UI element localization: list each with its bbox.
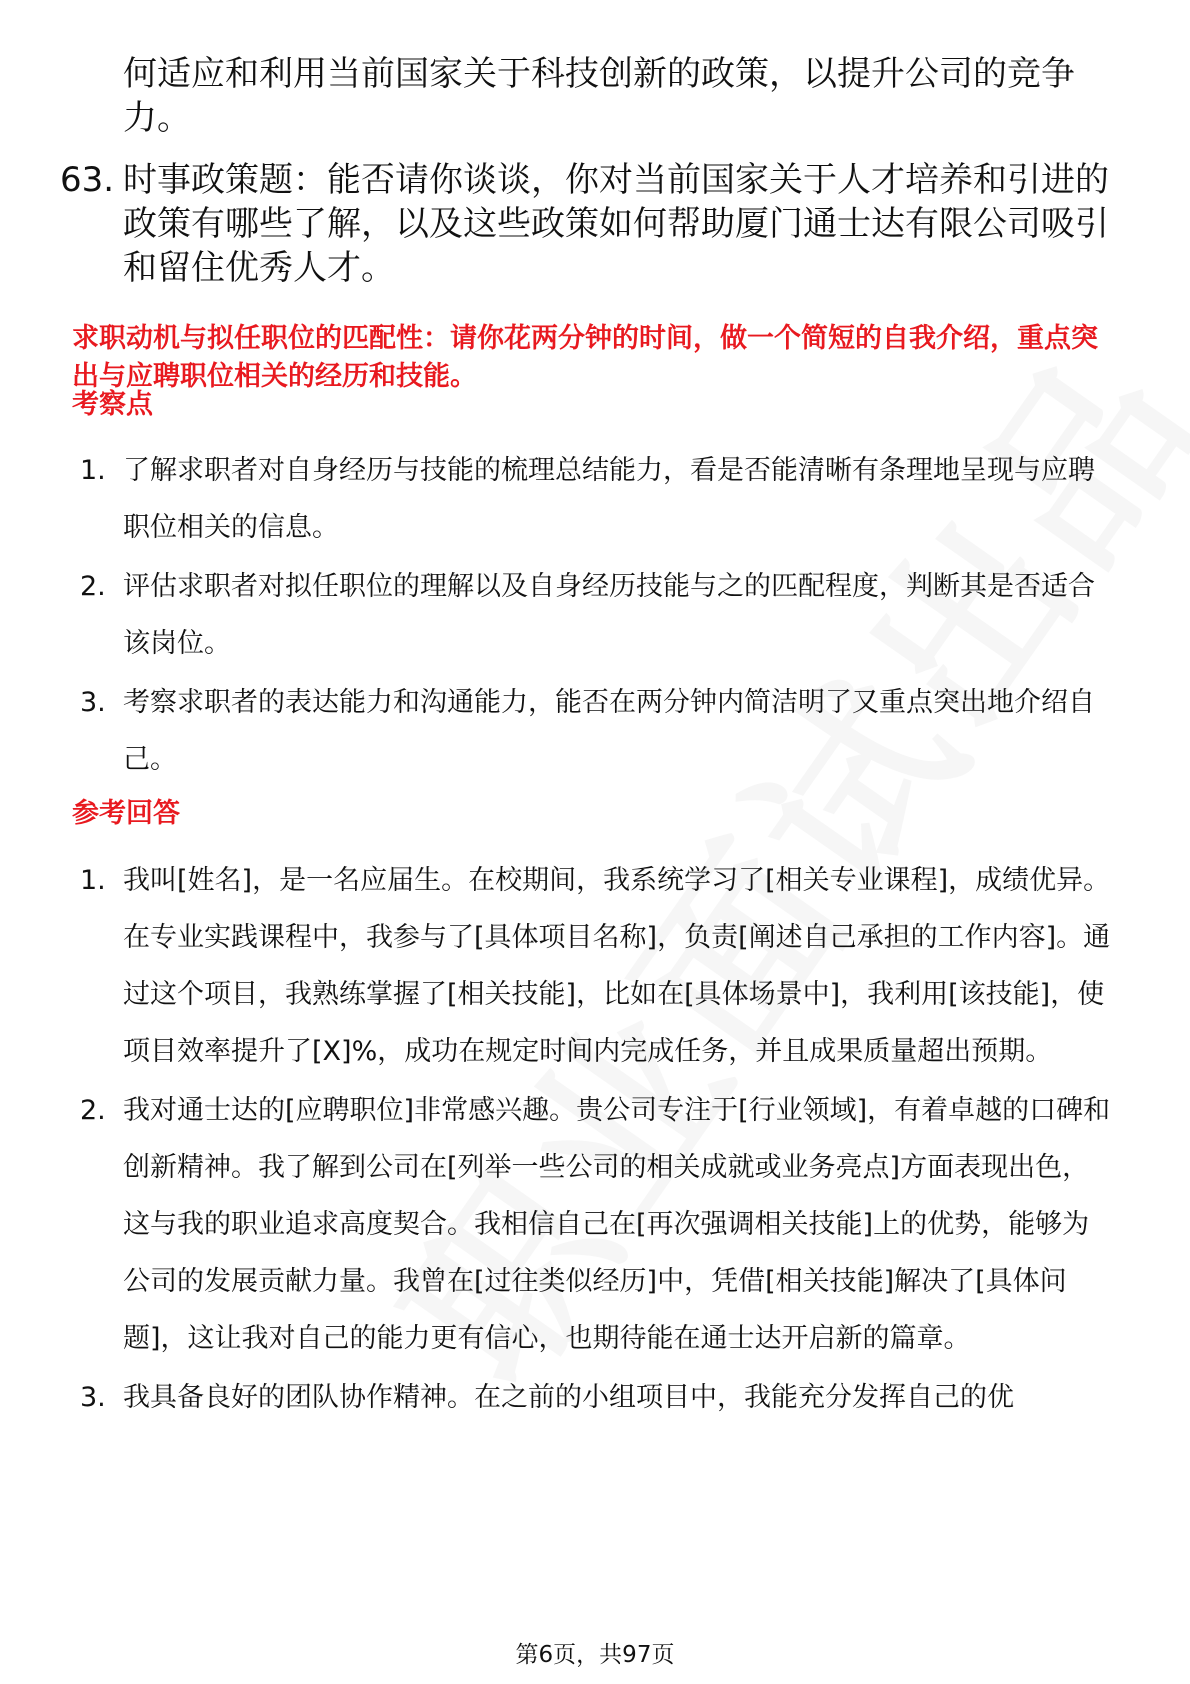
question-number: 63. bbox=[60, 160, 115, 200]
question-63 bbox=[60, 158, 1120, 290]
list-item-number: 1. bbox=[80, 455, 106, 486]
list-item-number: 2. bbox=[80, 571, 106, 602]
list-item bbox=[80, 558, 1120, 672]
list-item bbox=[80, 1082, 1120, 1367]
list-item-number: 3. bbox=[80, 1382, 106, 1413]
reference-answer-list bbox=[80, 852, 1120, 1428]
question-continuation: 何适应和利用当前国家关于科技创新的政策，以提升公司的竞争力。 bbox=[123, 54, 1075, 138]
list-item-number: 1. bbox=[80, 865, 106, 896]
list-item-text: 我叫[姓名]，是一名应届生。在校期间，我系统学习了[相关专业课程]，成绩优异。在专业实践课程中，我参与了[具体项目名称]，负责[阐述自己承担的工作内容]。通过这个项目，我熟练掌握了[相关技能]，比如在[具体场景中]，我利用[该技能]，使项目效率提升了[X]%，成功在规定时间内完成任务，并且成果质量超出预期。 bbox=[123, 865, 1111, 1067]
highlighted-question: 求职动机与拟任职位的匹配性：请你花两分钟的时间，做一个简短的自我介绍，重点突出与应聘职位相关的经历和技能。 bbox=[72, 323, 1098, 392]
list-item bbox=[80, 442, 1120, 556]
question-text: 时事政策题：能否请你谈谈，你对当前国家关于人才培养和引进的政策有哪些了解，以及这些政策如何帮助厦门通士达有限公司吸引和留住优秀人才。 bbox=[123, 160, 1109, 288]
list-item bbox=[80, 674, 1120, 788]
assessment-list bbox=[80, 442, 1120, 790]
list-item-text: 评估求职者对拟任职位的理解以及自身经历技能与之的匹配程度，判断其是否适合该岗位。 bbox=[123, 571, 1095, 659]
list-item bbox=[80, 852, 1120, 1080]
list-item-text: 了解求职者对自身经历与技能的梳理总结能力，看是否能清晰有条理地呈现与应聘职位相关的信息。 bbox=[123, 455, 1095, 543]
list-item-number: 2. bbox=[80, 1095, 106, 1126]
list-item-text: 我对通士达的[应聘职位]非常感兴趣。贵公司专注于[行业领域]，有着卓越的口碑和创新精神。我了解到公司在[列举一些公司的相关成就或业务亮点]方面表现出色，这与我的职业追求高度契合。我相信自己在[再次强调相关技能]上的优势，能够为公司的发展贡献力量。我曾在[过往类似经历]中，凭借[相关技能]解决了[具体问题]，这让我对自己的能力更有信心，也期待能在通士达开启新的篇章。 bbox=[123, 1095, 1111, 1354]
reference-answer-heading: 参考回答 bbox=[72, 798, 180, 829]
list-item-text: 考察求职者的表达能力和沟通能力，能否在两分钟内简洁明了又重点突出地介绍自己。 bbox=[123, 687, 1095, 775]
list-item-number: 3. bbox=[80, 687, 106, 718]
page-footer: 第6页，共97页 bbox=[515, 1642, 675, 1668]
assessment-heading: 考察点 bbox=[72, 389, 153, 420]
list-item bbox=[80, 1369, 1120, 1426]
list-item-text: 我具备良好的团队协作精神。在之前的小组项目中，我能充分发挥自己的优 bbox=[123, 1382, 1014, 1413]
